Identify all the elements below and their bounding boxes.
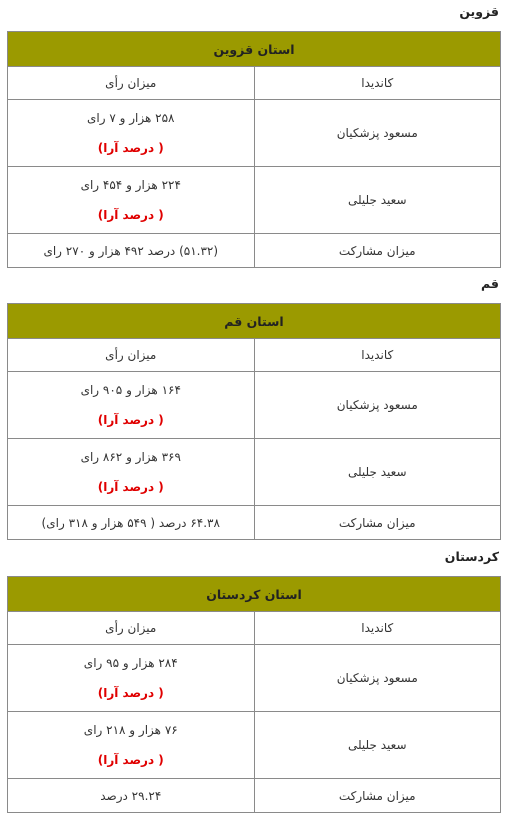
table-row xyxy=(8,712,501,779)
section-title-qazvin: قزوین xyxy=(459,4,499,19)
table-row xyxy=(8,167,501,234)
section-title-qom: قم xyxy=(481,276,499,291)
results-table-qazvin xyxy=(7,31,501,268)
column-header-candidate: کاندیدا xyxy=(254,339,501,372)
results-table-qom xyxy=(7,303,501,540)
vote-cell xyxy=(8,100,255,167)
vote-count: ۲۸۴ هزار و ۹۵ رای xyxy=(83,656,178,670)
candidate-name: مسعود پزشکیان xyxy=(254,645,501,712)
column-header-votes: میزان رأی xyxy=(8,612,255,645)
column-header-candidate: کاندیدا xyxy=(254,612,501,645)
column-header-votes: میزان رأی xyxy=(8,339,255,372)
vote-count: ۷۶ هزار و ۲۱۸ رای xyxy=(83,723,178,737)
table-row xyxy=(8,439,501,506)
table-row xyxy=(8,372,501,439)
vote-count: ۲۵۸ هزار و ۷ رای xyxy=(87,111,175,125)
vote-count: ۱۶۴ هزار و ۹۰۵ رای xyxy=(80,383,181,397)
results-table-kurdistan xyxy=(7,576,501,813)
candidate-name: مسعود پزشکیان xyxy=(254,372,501,439)
vote-count: ۲۲۴ هزار و ۴۵۴ رای xyxy=(80,178,181,192)
table-header: استان قزوین xyxy=(8,32,501,67)
vote-cell xyxy=(8,645,255,712)
vote-percent: ( درصد آرا) xyxy=(97,480,164,494)
vote-cell xyxy=(8,439,255,506)
column-header-votes: میزان رأی xyxy=(8,67,255,100)
participation-row xyxy=(8,234,501,268)
vote-count: ۳۶۹ هزار و ۸۶۲ رای xyxy=(80,450,181,464)
vote-percent: ( درصد آرا) xyxy=(97,141,164,155)
candidate-name: سعید جلیلی xyxy=(254,167,501,234)
section-title-kurdistan: کردستان xyxy=(444,549,499,564)
participation-value: (۵۱.۳۲) درصد ۴۹۲ هزار و ۲۷۰ رای xyxy=(8,234,255,268)
candidate-name: سعید جلیلی xyxy=(254,712,501,779)
table-header: استان قم xyxy=(8,304,501,339)
vote-percent: ( درصد آرا) xyxy=(97,686,164,700)
vote-cell xyxy=(8,372,255,439)
participation-label: میزان مشارکت xyxy=(254,234,501,268)
vote-cell xyxy=(8,712,255,779)
vote-percent: ( درصد آرا) xyxy=(97,208,164,222)
participation-label: میزان مشارکت xyxy=(254,506,501,540)
vote-percent: ( درصد آرا) xyxy=(97,413,164,427)
vote-percent: ( درصد آرا) xyxy=(97,753,164,767)
participation-value: ۲۹.۲۴ درصد xyxy=(8,779,255,813)
column-header-candidate: کاندیدا xyxy=(254,67,501,100)
participation-row xyxy=(8,506,501,540)
participation-value: ۶۴.۳۸ درصد ( ۵۴۹ هزار و ۳۱۸ رای) xyxy=(8,506,255,540)
table-row xyxy=(8,100,501,167)
table-row xyxy=(8,645,501,712)
vote-cell xyxy=(8,167,255,234)
candidate-name: سعید جلیلی xyxy=(254,439,501,506)
candidate-name: مسعود پزشکیان xyxy=(254,100,501,167)
table-header: استان کردستان xyxy=(8,577,501,612)
participation-row xyxy=(8,779,501,813)
participation-label: میزان مشارکت xyxy=(254,779,501,813)
